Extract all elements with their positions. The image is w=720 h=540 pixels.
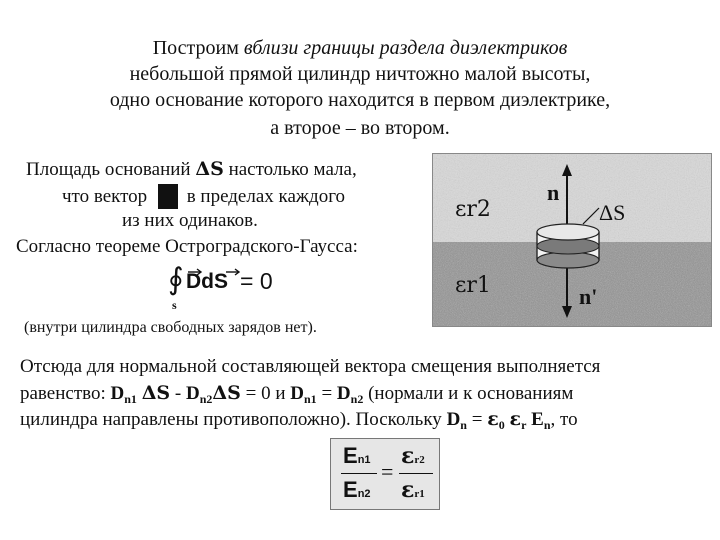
fraction-bar-left bbox=[341, 473, 377, 474]
bottom-line-1: Отсюда для нормальной составляющей вектора смещения выполняется bbox=[20, 356, 601, 377]
equals-zero: = 0 bbox=[240, 268, 273, 294]
intro-line-3: одно основание которого находится в первом диэлектрике, bbox=[109, 89, 611, 111]
sub-n1-2: n1 bbox=[304, 392, 317, 406]
delta-s-1: ΔS bbox=[141, 382, 171, 404]
equals-sign-2: = bbox=[466, 409, 488, 430]
ratio-equals: = bbox=[381, 459, 394, 484]
area-line bbox=[26, 158, 357, 181]
gauss-formula bbox=[168, 264, 288, 320]
vector-text: что вектор bbox=[62, 186, 152, 207]
fraction-bar-right bbox=[399, 473, 433, 474]
intro-line-2: небольшой прямой цилиндр ничтожно малой высоты, bbox=[129, 63, 591, 85]
area-text: Площадь оснований bbox=[26, 159, 196, 180]
boundary-figure bbox=[432, 153, 712, 327]
integrand: DdS bbox=[186, 270, 228, 293]
e-den: E bbox=[343, 477, 358, 502]
same-line: из них одинаков. bbox=[122, 210, 258, 231]
vector-text-post: в пределах каждого bbox=[181, 186, 346, 207]
vector-d-placeholder bbox=[158, 184, 178, 209]
epsilon-0: ε bbox=[487, 408, 499, 430]
equality-intro: равенство: bbox=[20, 383, 111, 404]
label-eps-r1 bbox=[455, 272, 491, 298]
denominator-right bbox=[401, 477, 425, 503]
integral-subscript: s bbox=[172, 298, 177, 312]
e-symbol: E bbox=[531, 409, 544, 430]
eps-num-sub: r2 bbox=[414, 454, 425, 466]
label-normal-down: n' bbox=[579, 284, 598, 309]
normals-text: (нормали и к основаниям bbox=[363, 383, 574, 404]
equals-sign: = bbox=[316, 383, 337, 404]
label-delta-s: ΔS bbox=[599, 200, 626, 225]
then-text: , то bbox=[550, 409, 578, 430]
no-free-charges-note: (внутри цилиндра свободных зарядов нет). bbox=[24, 319, 317, 336]
label-normal-up: n bbox=[547, 180, 560, 205]
intro-text: Построим bbox=[152, 37, 244, 59]
bottom-line-3 bbox=[20, 408, 578, 431]
eps-num: ε bbox=[401, 443, 415, 469]
area-text-post: настолько мала, bbox=[223, 159, 357, 180]
d-symbol: D bbox=[110, 383, 125, 404]
intro-line-4: а второе – во втором. bbox=[270, 117, 450, 139]
e-num-sub: n1 bbox=[357, 454, 371, 466]
d-symbol-5: D bbox=[446, 409, 461, 430]
vector-line bbox=[62, 184, 345, 209]
eps-den-sub: r1 bbox=[414, 488, 425, 500]
sub-n2-2: n2 bbox=[350, 392, 364, 406]
numerator-right bbox=[401, 443, 425, 469]
sub-0: 0 bbox=[498, 418, 505, 432]
ratio-formula bbox=[330, 438, 440, 510]
label-eps-r2 bbox=[455, 196, 491, 222]
delta-s-2: ΔS bbox=[212, 382, 241, 404]
sub-n2: n2 bbox=[199, 392, 213, 406]
epsilon-r: ε bbox=[509, 408, 522, 430]
denominator-left bbox=[343, 477, 371, 503]
cylinder-text: цилиндра направлены противоположно). Поскольку bbox=[20, 409, 447, 430]
equals-zero-and: = 0 и bbox=[240, 383, 291, 404]
minus-sign: - bbox=[170, 383, 186, 404]
eps-den: ε bbox=[401, 477, 415, 503]
contour-integral-sign: ∮ bbox=[168, 262, 184, 297]
bottom-line-2 bbox=[20, 382, 573, 405]
numerator-left bbox=[343, 443, 371, 469]
cylinder-top bbox=[537, 224, 599, 240]
delta-s-symbol: ΔS bbox=[195, 158, 224, 180]
intro-italic-text: вблизи границы раздела диэлектриков bbox=[243, 37, 568, 59]
intro-line-1 bbox=[0, 36, 720, 60]
vector-arrows bbox=[186, 266, 246, 276]
e-den-sub: n2 bbox=[357, 488, 371, 500]
d-symbol-4: D bbox=[336, 383, 351, 404]
e-num: E bbox=[343, 443, 358, 468]
sub-r: r bbox=[521, 418, 527, 432]
sub-n1: n1 bbox=[124, 392, 137, 406]
eps-r1-text: εr1 bbox=[455, 273, 491, 298]
eps-r2-text: εr2 bbox=[455, 197, 491, 222]
gauss-theorem-line: Согласно теореме Остроградского-Гаусса: bbox=[16, 236, 358, 257]
sub-n: n bbox=[460, 418, 467, 432]
sub-n-e: n bbox=[543, 418, 551, 432]
d-symbol-3: D bbox=[290, 383, 304, 404]
boundary-illustration bbox=[433, 154, 711, 326]
d-symbol-2: D bbox=[185, 383, 200, 404]
